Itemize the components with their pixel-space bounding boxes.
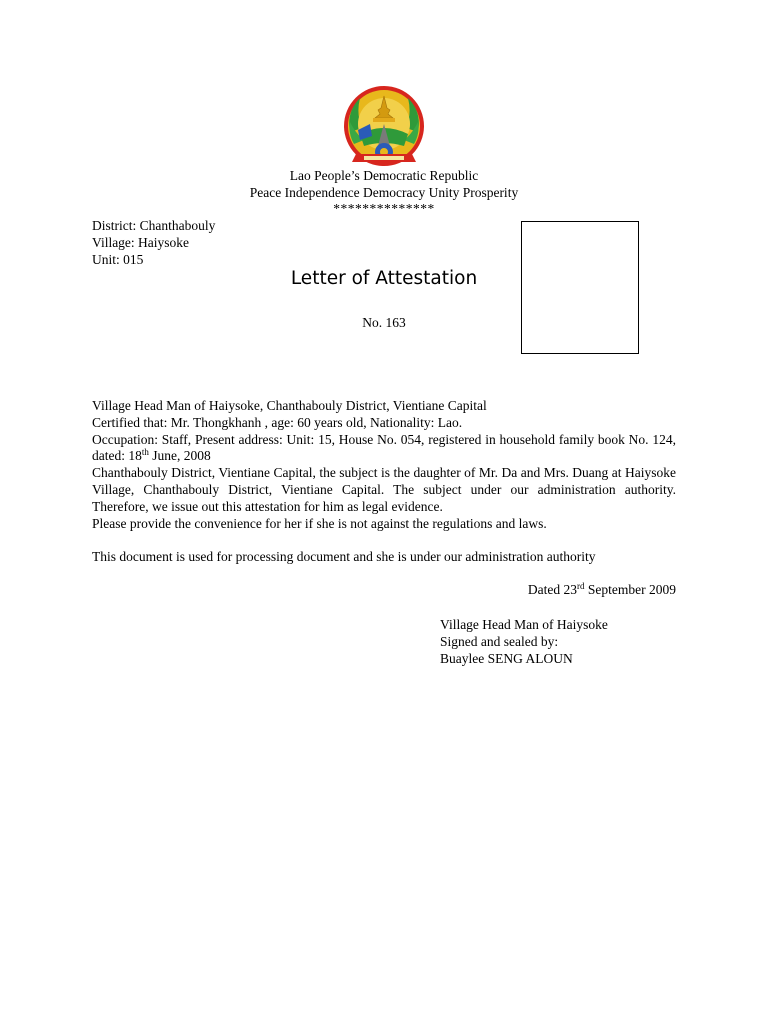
village-line: Village: Haiysoke xyxy=(92,235,190,250)
header-separator: ************** xyxy=(333,201,435,216)
document-use-statement: This document is used for processing document and she is under our administration authority xyxy=(92,549,596,564)
signature-signed: Signed and sealed by: xyxy=(440,634,559,649)
attestation-body xyxy=(92,398,676,532)
body-line-headman: Village Head Man of Haiysoke, Chanthabouly District, Vientiane Capital xyxy=(92,398,487,413)
occupation-text: Occupation: Staff, Present address: Unit: 15, House No. 054, registered in household family book No. 124, dated: 18 xyxy=(92,431,676,464)
body-paragraph: Chanthabouly District, Vientiane Capital, the subject is the daughter of Mr. Da and Mrs. Duang at Haiysoke Village, Chanthabouly District, Vientiane Capital. The subject under our administration authority. Therefore, we issue out this attestation for him as legal evidence. xyxy=(92,465,676,514)
signature-title: Village Head Man of Haiysoke xyxy=(440,617,608,632)
unit-line: Unit: 015 xyxy=(92,252,144,267)
signature-name: Buaylee SENG ALOUN xyxy=(440,651,573,666)
national-emblem-icon xyxy=(338,84,430,170)
dated-sup: rd xyxy=(577,581,585,591)
body-line-occupation xyxy=(92,432,676,466)
district-line: District: Chanthabouly xyxy=(92,218,216,233)
body-request: Please provide the convenience for her if she is not against the regulations and laws. xyxy=(92,515,547,531)
national-motto: Peace Independence Democracy Unity Prosperity xyxy=(249,185,519,200)
document-number: No. 163 xyxy=(362,315,406,330)
dated-line xyxy=(528,582,676,598)
dated-prefix: Dated 23 xyxy=(527,582,578,597)
dated-suffix: September 2009 xyxy=(584,582,676,597)
country-name: Lao People’s Democratic Republic xyxy=(289,168,479,183)
occupation-date-sup: th xyxy=(141,447,149,458)
body-line-certified: Certified that: Mr. Thongkhanh , age: 60 years old, Nationality: Lao. xyxy=(92,414,463,430)
signature-block xyxy=(440,616,608,667)
occupation-date-end: June, 2008 xyxy=(148,448,211,464)
document-title: Letter of Attestation xyxy=(290,268,478,289)
